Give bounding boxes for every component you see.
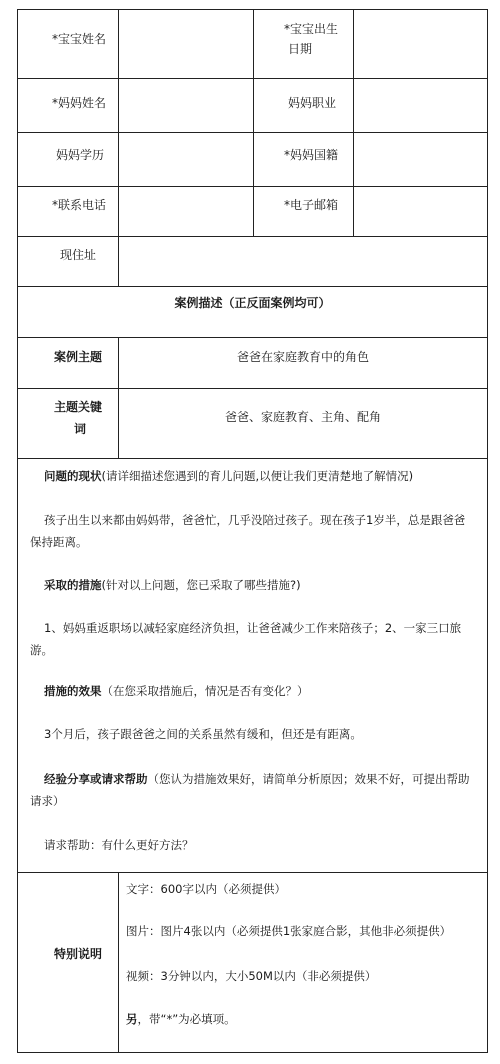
share-heading — [30, 768, 476, 812]
effect-text: 3个月后，孩子跟爸爸之间的关系虽然有缓和，但还是有距离。 — [44, 727, 362, 741]
mother-name-label: *妈妈姓名 — [52, 96, 107, 110]
measures-text: 1、妈妈重返职场以减轻家庭经济负担，让爸爸减少工作来陪孩子；2、一家三口旅游。 — [30, 621, 462, 657]
status-heading — [30, 465, 476, 487]
effect-heading — [30, 680, 476, 702]
measures-hint: (针对以上问题，您已采取了哪些措施?) — [101, 578, 301, 592]
row-divider — [18, 337, 487, 338]
notes-label: 特别说明 — [54, 947, 103, 961]
notes-video-requirement: 视频：3分钟以内，大小50M以内（非必须提供） — [126, 969, 377, 983]
baby-name-label: *宝宝姓名 — [52, 32, 107, 46]
mother-job-label: 妈妈职业 — [288, 96, 337, 110]
section-title: 案例描述（正反面案例均可） — [174, 296, 331, 310]
row-divider — [18, 236, 487, 237]
effect-title: 措施的效果 — [44, 684, 102, 698]
share-hint: （您认为措施效果好，请简单分析原因；效果不好，可提出帮助请求） — [30, 772, 470, 808]
address-label: 现住址 — [60, 248, 97, 262]
column-divider — [118, 872, 119, 1053]
mother-edu-label: 妈妈学历 — [56, 148, 105, 162]
keywords-value: 爸爸、家庭教育、主角、配角 — [224, 410, 381, 424]
row-divider — [18, 458, 487, 459]
status-title: 问题的现状 — [44, 469, 102, 483]
case-form — [17, 9, 488, 1053]
share-title: 经验分享或请求帮助 — [44, 772, 148, 786]
effect-hint: （在您采取措施后，情况是否有变化？） — [101, 684, 309, 698]
row-divider — [18, 286, 487, 287]
column-divider — [253, 10, 254, 236]
theme-label: 案例主题 — [54, 350, 103, 364]
keywords-label: 主题关键 — [54, 400, 103, 414]
column-divider — [353, 10, 354, 236]
status-text: 孩子出生以来都由妈妈带，爸爸忙，几乎没陪过孩子。现在孩子1岁半，总是跟爸爸保持距离。 — [30, 513, 466, 549]
notes-note-bold: 另 — [126, 1012, 138, 1026]
notes-required-note — [126, 1010, 236, 1028]
row-divider — [18, 388, 487, 389]
notes-photo-requirement: 图片：图片4张以内（必须提供1张家庭合影，其他非必须提供） — [126, 924, 452, 938]
column-divider — [118, 10, 119, 286]
phone-label: *联系电话 — [52, 198, 107, 212]
keywords-label-cont: 词 — [74, 422, 87, 436]
measures-title: 采取的措施 — [44, 578, 102, 592]
notes-note-rest: ，带“*”为必填项。 — [137, 1012, 236, 1026]
row-divider — [18, 872, 487, 873]
mother-nation-label: *妈妈国籍 — [284, 148, 339, 162]
share-text: 请求帮助：有什么更好方法？ — [44, 838, 194, 852]
status-hint: (请详细描述您遇到的育儿问题,以便让我们更清楚地了解情况) — [101, 469, 414, 483]
notes-text-requirement: 文字：600字以内（必须提供） — [126, 882, 286, 896]
measures-heading — [30, 574, 476, 596]
baby-birth-label: *宝宝出生 — [284, 22, 339, 36]
baby-birth-label-cont: 日期 — [288, 42, 313, 56]
email-label: *电子邮箱 — [284, 198, 339, 212]
theme-value: 爸爸在家庭教育中的角色 — [236, 350, 369, 364]
